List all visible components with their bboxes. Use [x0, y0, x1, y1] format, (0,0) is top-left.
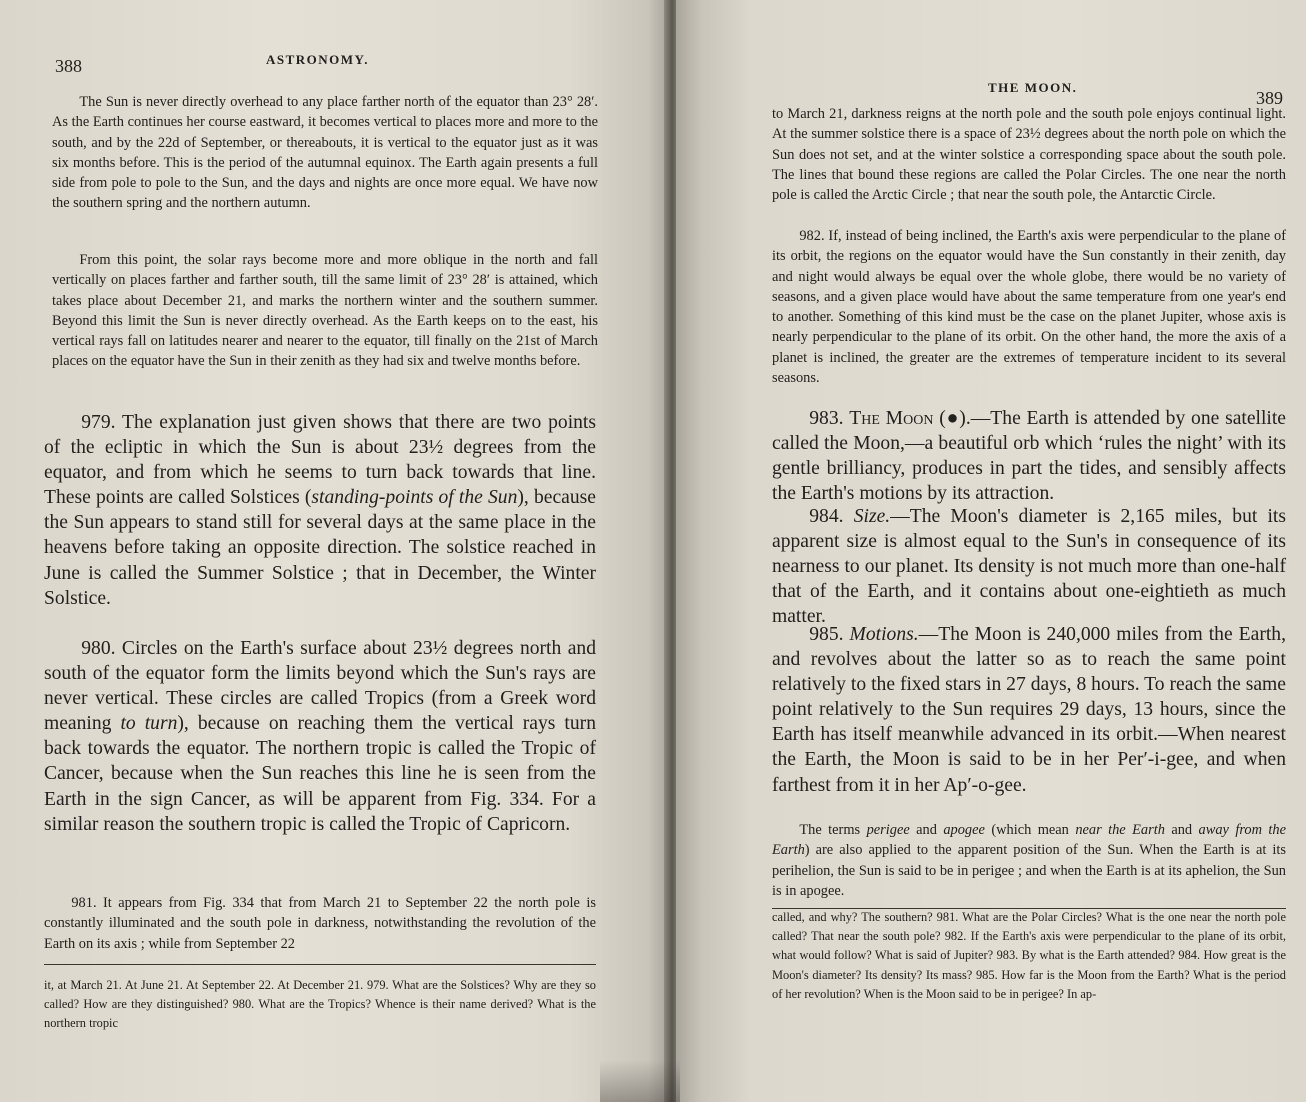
paragraph-980-rest: ), because on reaching them the vertical rays turn back towards the equator. The northern tropic is called the Tropic of Cancer, because when the Sun reaches this line he is seen from the Earth in the sign Cancer, as will be apparent from Fig. 334. For a similar reason the southern tropic is called the Tropic of Capricorn.	[44, 713, 596, 835]
paragraph-979	[44, 410, 596, 611]
paragraph-985-rest: —The Moon is 240,000 miles from the Earth, and revolves about the latter so as to reach the same point relatively to the fixed stars in 27 days, 8 hours. To reach the same point relatively to the Sun requires 29 days, 13 hours, since the Earth has itself meanwhile advanced in its orbit.—When nearest the Earth, the Moon is said to be in her Per′-i-gee, and when farthest from it in her Ap′-o-gee.	[772, 624, 1286, 796]
terms-near-earth: near the Earth	[1075, 822, 1165, 838]
paragraph-985	[772, 622, 1286, 798]
paragraph-sun-never-overhead: The Sun is never directly overhead to any place farther north of the equator than 23° 28′. As the Earth continues her course eastward, it becomes vertical to places more and more to the south, and by the 22d of September, or thereabouts, it is vertical to the equator just as it was six months before. This is the period of the autumnal equinox. The Earth again presents a full side from pole to pole to the Sun, and the days and nights are once more equal. We have now the southern spring and the northern autumn.	[52, 94, 598, 212]
footnote-questions: called, and why? The southern? 981. What are the Polar Circles? What is the one near the north pole called? That near the south pole? 982. If the Earth's axis were perpendicular to the plane of its orbit, what would follow? What is said of Jupiter? 983. By what is the Earth attended? 984. How great is the Moon's diameter? Its density? Its mass? 985. How far is the Moon from the Earth? What is the period of her revolution? When is the Moon said to be in perigee? In ap-	[772, 910, 1286, 1001]
terms-perigee: perigee	[866, 822, 910, 838]
paragraph-984-italic: Size.	[853, 506, 891, 527]
paragraph-984	[772, 504, 1286, 629]
paragraph-continued: to March 21, darkness reigns at the north pole and the south pole enjoys continual light. At the summer solstice there is a space of 23½ degrees about the north pole on which the Sun does not set, and at the winter solstice a corresponding space about the south pole. The lines that bound these regions are called the Polar Circles. The one near the north pole is called the Arctic Circle ; that near the south pole, the Antarctic Circle.	[772, 106, 1286, 204]
paragraph-982: 982. If, instead of being inclined, the Earth's axis were perpendicular to the plane of its orbit, the regions on the equator would have the Sun constantly in their zenith, day and night would always be equal over the whole globe, there would be no variety of seasons, and a given place would have about the same temperature from one year's end to another. Something of this kind must be the case on the planet Jupiter, whose axis is nearly perpendicular to the plane of its orbit. On the other hand, the more the axis of a planet is inclined, the greater are the extremes of temperature incident to its several seasons.	[772, 228, 1286, 387]
terms-text-c: (which mean	[984, 822, 1076, 838]
running-head: ASTRONOMY.	[266, 52, 370, 67]
moon-symbol-icon: (●)	[939, 408, 966, 429]
page-edge-shadow	[600, 1060, 680, 1102]
paragraph-985-number: 985.	[809, 624, 850, 645]
paragraph-980	[44, 636, 596, 837]
right-page	[676, 0, 1306, 1102]
paragraph-983	[772, 406, 1286, 506]
running-head: THE MOON.	[988, 80, 1078, 95]
paragraph-979-text: 979. The explanation just given shows that there are two points of the ecliptic in which the Sun is about 23½ degrees from the equator, and from which he seems to turn back towards that line. These points are called Solstices (	[44, 412, 596, 509]
footnote-questions: it, at March 21. At June 21. At September 22. At December 21. 979. What are the Solstices? Why are they so called? How are they distinguished? 980. What are the Tropics? Whence is their name derived? What is the northern tropic	[44, 978, 596, 1031]
terms-apogee: apogee	[943, 822, 985, 838]
paragraph-terms	[772, 820, 1286, 901]
paragraph-980-italic: to turn	[120, 713, 178, 735]
page-number: 388	[55, 56, 82, 76]
terms-text-b: and	[909, 822, 944, 838]
paragraph-979-italic: standing-points of the Sun	[311, 487, 518, 509]
paragraph-979-rest: ), because the Sun appears to stand still for several days at the same place in the heavens before taking an opposite direction. The solstice reached in June is called the Summer Solstice ; that in December, the Winter Solstice.	[44, 487, 596, 609]
moon-heading: The Moon	[849, 408, 934, 429]
paragraph-984-number: 984.	[809, 506, 854, 527]
terms-text-e: ) are also applied to the apparent position of the Sun. When the Earth is at its perihelion, the Sun is said to be in perigee ; and when the Earth is at its aphelion, the Sun is in apogee.	[772, 842, 1286, 899]
page-number: 389	[1256, 88, 1283, 108]
terms-text-d: and	[1164, 822, 1199, 838]
paragraph-981: 981. It appears from Fig. 334 that from March 21 to September 22 the north pole is constantly illuminated and the south pole in darkness, notwithstanding the revolution of the Earth on its axis ; while from September 22	[44, 895, 596, 952]
terms-away-earth: away from the Earth	[772, 822, 1286, 859]
terms-text-a: The terms	[799, 822, 867, 838]
footnote-rule	[44, 964, 596, 965]
paragraph-985-italic: Motions.	[849, 624, 919, 645]
paragraph-983-number: 983.	[809, 408, 850, 429]
paragraph-983-rest: .—The Earth is attended by one satellite called the Moon,—a beautiful orb which ‘rules the night’ with its gentle brilliancy, produces in part the tides, and sensibly affects the Earth's motions by its attraction.	[772, 408, 1286, 505]
paragraph-980-text: 980. Circles on the Earth's surface about 23½ degrees north and south of the equator form the limits beyond which the Sun's rays are never vertical. These circles are called Tropics (from a Greek word meaning	[44, 638, 596, 735]
paragraph-984-rest: —The Moon's diameter is 2,165 miles, but its apparent size is almost equal to the Sun's in consequence of its nearness to our planet. Its density is not much more than one-half that of the Earth, and it contains about one-eightieth as much matter.	[772, 506, 1287, 628]
paragraph-from-this-point: From this point, the solar rays become more and more oblique in the north and fall vertically on places farther and farther south, till the same limit of 23° 28′ is attained, which takes place about December 21, and marks the northern winter and the southern summer. Beyond this limit the Sun is never directly overhead. As the Earth keeps on to the east, his vertical rays fall on latitudes nearer and nearer to the equator, till finally on the 21st of March places on the equator have the Sun in their zenith as they had six and twelve months before.	[52, 252, 598, 370]
